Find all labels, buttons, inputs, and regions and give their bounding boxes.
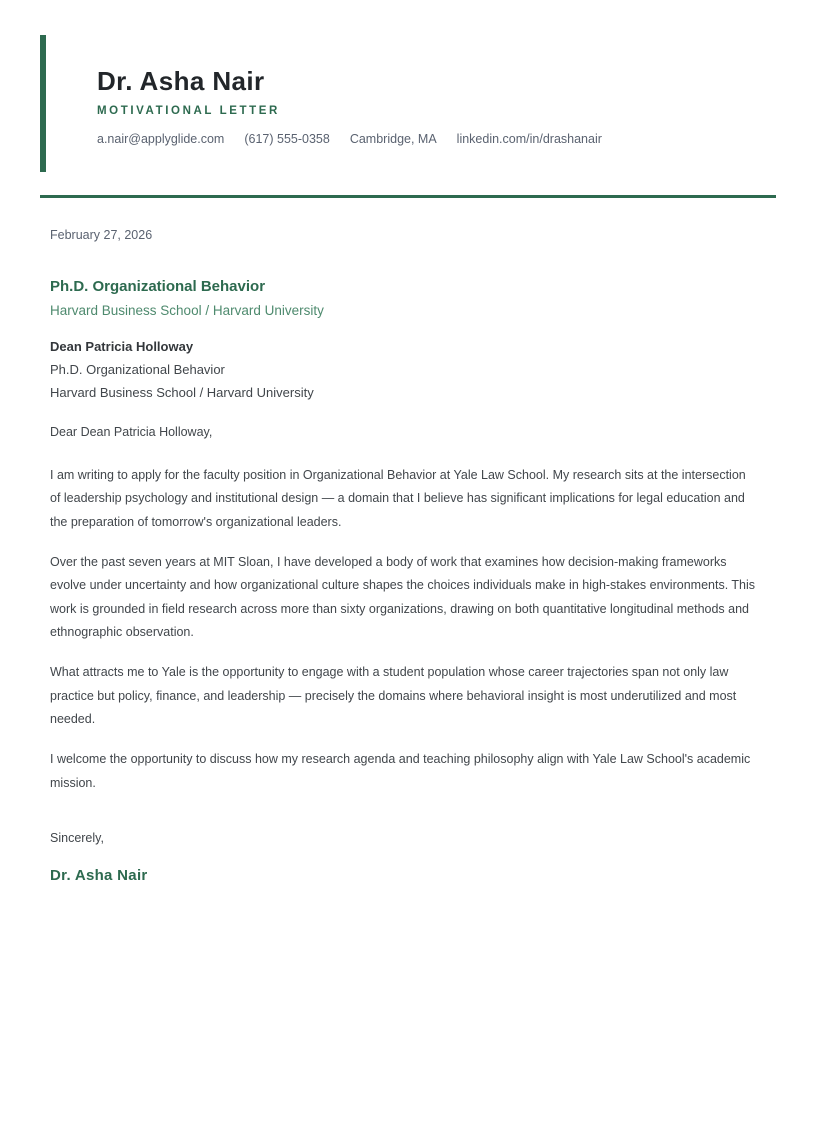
header-divider [40,195,776,198]
body-paragraph: I welcome the opportunity to discuss how my research agenda and teaching philosophy align with Yale Law School's academic mission. [50,752,751,790]
body-paragraph: I am writing to apply for the faculty position in Organizational Behavior at Yale Law School. My research sits at the intersection of leadership psychology and institutional design — a domain that I believe has significant implications for legal education and the preparation of tomorrow's organizational leaders. [50,467,746,529]
letter-paragraphs [50,464,756,796]
recipient-block [50,335,756,404]
salutation: Dear Dean Patricia Holloway, [50,424,213,439]
contact-location: Cambridge, MA [349,132,437,146]
contact-linkedin: linkedin.com/in/drashanair [456,132,602,146]
signature-name: Dr. Asha Nair [50,866,148,884]
body-paragraph: What attracts me to Yale is the opportunity to engage with a student population whose career trajectories span not only law practice but policy, finance, and leadership — precisely the domains where behavioral insight is most underutilized and most needed. [50,665,737,726]
recipient-name: Dean Patricia Holloway [50,338,194,354]
letterhead [40,35,776,172]
document-type-label: MOTIVATIONAL LETTER [97,105,280,117]
recipient-institution: Harvard Business School / Harvard University [50,384,314,400]
closing: Sincerely, [50,831,104,845]
applicant-name: Dr. Asha Nair [97,66,265,96]
contact-row [97,132,776,147]
contact-phone: (617) 555-0358 [244,132,330,146]
body-paragraph: Over the past seven years at MIT Sloan, I have developed a body of work that examines how decision-making frameworks evolve under uncertainty and how organizational culture shapes the choices individuals make in high-stakes environments. This work is grounded in field research across more than sixty organizations, drawing on both quantitative longitudinal methods and ethnographic observation. [50,554,756,639]
contact-email: a.nair@applyglide.com [97,132,225,146]
position-title: Ph.D. Organizational Behavior [50,277,266,295]
letter-body [40,227,776,886]
letter-page [0,35,816,1135]
letter-date: February 27, 2026 [50,227,153,242]
recipient-role: Ph.D. Organizational Behavior [50,361,225,377]
position-institution: Harvard Business School / Harvard University [50,302,324,318]
